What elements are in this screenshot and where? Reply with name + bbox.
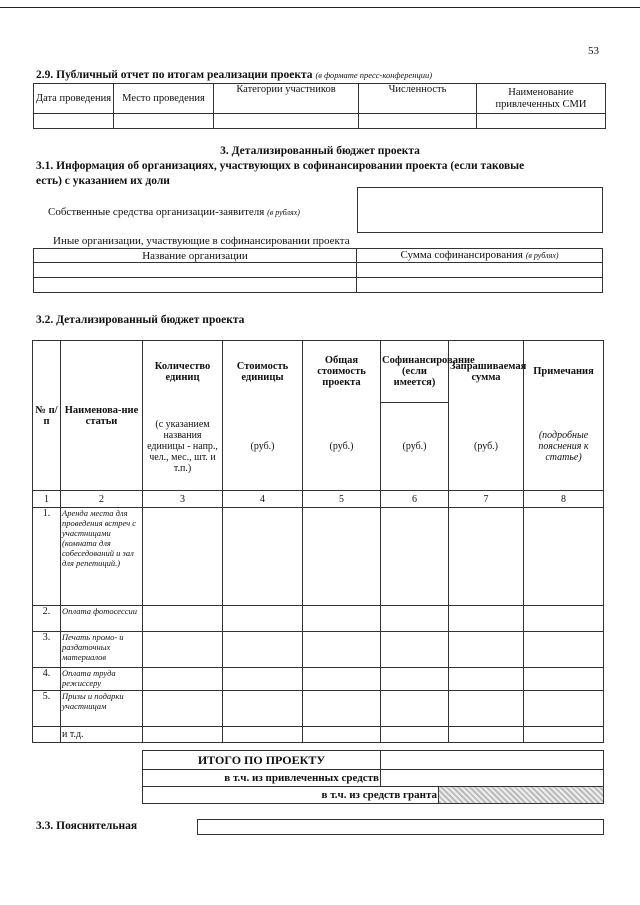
top-rule	[0, 7, 640, 8]
grant-label: в т.ч. из средств гранта	[143, 787, 439, 804]
table-row	[34, 278, 603, 293]
header-unit-cost: Стоимость единицы	[223, 341, 303, 403]
page-number: 53	[588, 45, 599, 57]
budget-table	[32, 340, 604, 743]
header-unit-cost-sub: (руб.)	[223, 403, 303, 491]
table-row: 2. Оплата фотосессии	[33, 606, 604, 632]
table-row: 4. Оплата труда режиссеру	[33, 668, 604, 691]
own-funds-label: Собственные средства организации-заявителя (в рублях)	[48, 206, 300, 218]
header-cofin-sum: Сумма софинансирования (в рублях)	[357, 249, 603, 263]
header-count: Численность	[359, 84, 477, 114]
grant-value[interactable]	[439, 787, 604, 804]
header-total-cost: Общая стоимость проекта	[303, 341, 381, 403]
table-row: 1. Аренда места для проведения встреч с участницами (комната для собеседований и зал для репетиций.)	[33, 508, 604, 606]
header-place: Место проведения	[114, 84, 214, 114]
header-number: № п/п	[33, 341, 61, 491]
header-notes-sub: (подробные пояснения к статье)	[524, 403, 604, 491]
section-3-1-title-line2: есть) с указанием их доли	[36, 175, 170, 187]
section-3-title: 3. Детализированный бюджет проекта	[220, 145, 420, 157]
attracted-row	[142, 769, 604, 787]
header-quantity-sub: (с указанием названия единицы - напр., чел., мес., шт. и т.п.)	[143, 403, 223, 491]
header-media: Наименование привлеченных СМИ	[477, 84, 606, 114]
grant-row	[142, 786, 604, 804]
column-number-row: 1 2 3 4 5 6 7 8	[33, 491, 604, 508]
table-row	[34, 263, 603, 278]
header-cofinancing-sub: (руб.)	[381, 403, 449, 491]
header-date: Дата проведения	[34, 84, 114, 114]
table-row: 5. Призы и подарки участницам	[33, 691, 604, 727]
header-requested-sub: (руб.)	[449, 403, 524, 491]
cofinancing-table	[33, 248, 603, 293]
table-row: 3. Печать промо- и раздаточных материалов	[33, 632, 604, 668]
section-3-1-title-line1: 3.1. Информация об организациях, участвующих в софинансировании проекта (если таковые	[36, 160, 525, 172]
attracted-label: в т.ч. из привлеченных средств	[143, 770, 381, 787]
totals-table	[142, 750, 604, 770]
header-total-cost-sub: (руб.)	[303, 403, 381, 491]
other-orgs-label: Иные организации, участвующие в софинансировании проекта	[53, 235, 350, 247]
section-3-2-title: 3.2. Детализированный бюджет проекта	[36, 314, 245, 326]
header-cofinancing: Софинансирование (если имеется)	[381, 341, 449, 403]
table-row	[34, 114, 606, 129]
header-categories: Категории участников	[214, 84, 359, 114]
public-report-table	[33, 83, 606, 129]
section-3-3-title: 3.3. Пояснительная	[36, 820, 138, 832]
section-2-9-title: 2.9. Публичный отчет по итогам реализации проекта (в формате пресс-конференции)	[36, 69, 433, 81]
header-org-name: Название организации	[34, 249, 357, 263]
total-label: ИТОГО ПО ПРОЕКТУ	[143, 751, 381, 770]
total-value[interactable]	[381, 751, 604, 770]
section-2-9-note: (в формате пресс-конференции)	[315, 70, 433, 80]
header-quantity: Количество единиц	[143, 341, 223, 403]
attracted-value[interactable]	[381, 770, 604, 787]
table-row: и т.д.	[33, 727, 604, 743]
own-funds-field[interactable]	[357, 187, 603, 233]
header-notes: Примечания	[524, 341, 604, 403]
header-item-name: Наименова-ние статьи	[61, 341, 143, 491]
explanatory-field[interactable]	[197, 819, 604, 835]
header-requested: Запрашиваемая сумма	[449, 341, 524, 403]
